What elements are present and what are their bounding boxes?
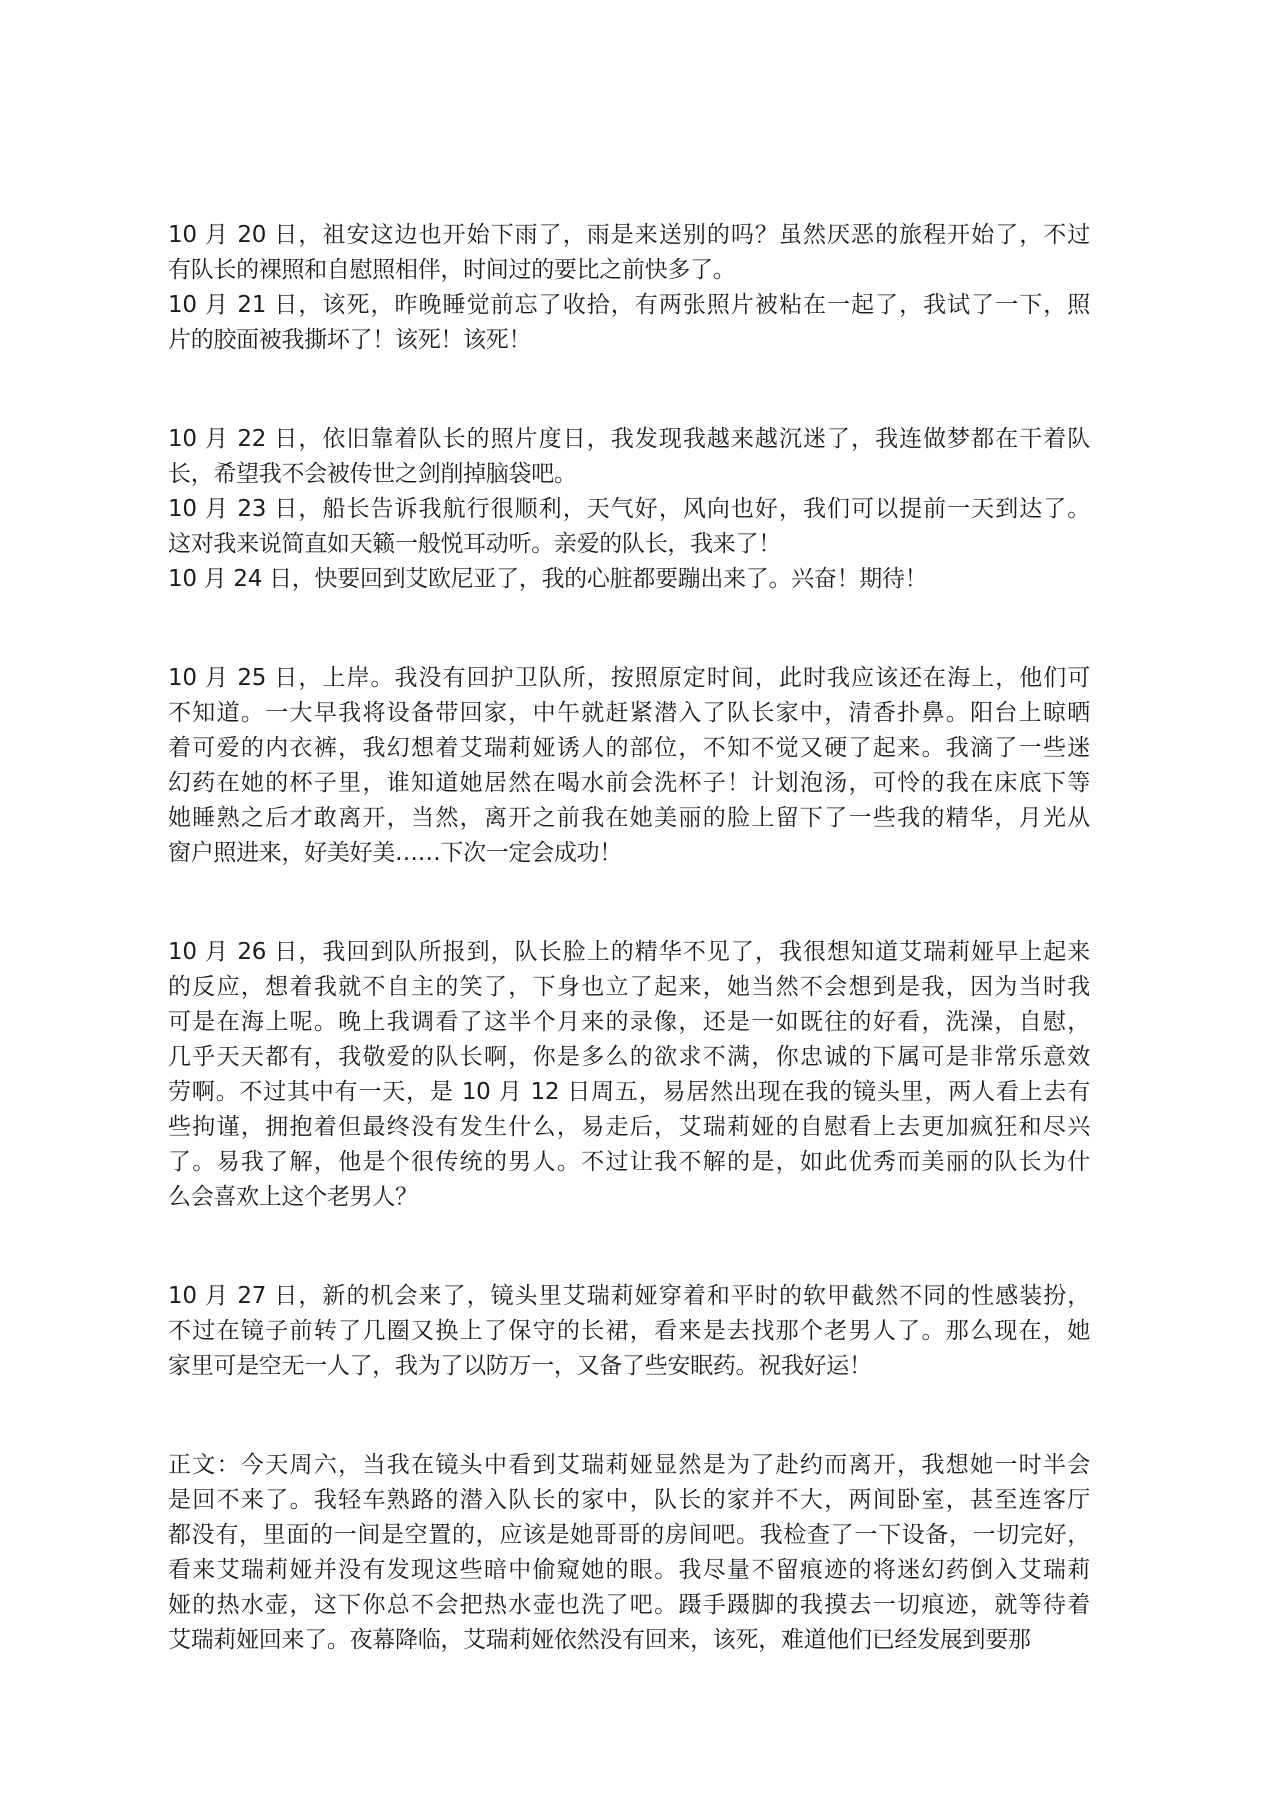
text-line: 不知道。一大早我将设备带回家，中午就赶紧潜入了队长家中，清香扑鼻。阳台上晾晒 [168, 700, 1090, 726]
text-line: 着可爱的内衣裤，我幻想着艾瑞莉娅诱人的部位，不知不觉又硬了起来。我滴了一些迷 [168, 735, 1090, 761]
text-line: 她睡熟之后才敢离开，当然，离开之前我在她美丽的脸上留下了一些我的精华，月光从 [168, 805, 1090, 831]
text-line: 10 月 20 日，祖安这边也开始下雨了，雨是来送别的吗？虽然厌恶的旅程开始了，不过 [168, 222, 1090, 248]
text-line: 都没有，里面的一间是空置的，应该是她哥哥的房间吧。我检查了一下设备，一切完好， [168, 1522, 1090, 1548]
text-line: 了。易我了解，他是个很传统的男人。不过让我不解的是，如此优秀而美丽的队长为什 [168, 1149, 1090, 1175]
text-line: 艾瑞莉娅回来了。夜幕降临，艾瑞莉娅依然没有回来，该死，难道他们已经发展到要那 [168, 1627, 1031, 1653]
text-line: 有队长的裸照和自慰照相伴，时间过的要比之前快多了。 [168, 257, 736, 283]
paragraph-block [168, 422, 1090, 597]
text-line: 这对我来说简直如天籁一般悦耳动听。亲爱的队长，我来了！ [168, 531, 781, 557]
text-line: 不过在镜子前转了几圈又换上了保守的长裙，看来是去找那个老男人了。那么现在，她 [168, 1318, 1090, 1344]
text-line: 几乎天天都有，我敬爱的队长啊，你是多么的欲求不满，你忠诚的下属可是非常乐意效 [168, 1044, 1090, 1070]
paragraph-block [168, 1448, 1090, 1658]
text-line: 看来艾瑞莉娅并没有发现这些暗中偷窥她的眼。我尽量不留痕迹的将迷幻药倒入艾瑞莉 [168, 1557, 1090, 1583]
text-line: 幻药在她的杯子里，谁知道她居然在喝水前会洗杯子！计划泡汤，可怜的我在床底下等 [168, 770, 1090, 796]
text-line: 么会喜欢上这个老男人？ [168, 1184, 418, 1210]
text-line: 娅的热水壶，这下你总不会把热水壶也洗了吧。蹑手蹑脚的我摸去一切痕迹，就等待着 [168, 1592, 1090, 1618]
text-line: 10 月 21 日，该死，昨晚睡觉前忘了收拾，有两张照片被粘在一起了，我试了一下，照 [168, 292, 1090, 318]
text-line: 10 月 22 日，依旧靠着队长的照片度日，我发现我越来越沉迷了，我连做梦都在干着队 [168, 426, 1090, 452]
text-line: 可是在海上呢。晚上我调看了这半个月来的录像，还是一如既往的好看，洗澡，自慰， [168, 1009, 1090, 1035]
text-line: 10 月 23 日，船长告诉我航行很顺利，天气好，风向也好，我们可以提前一天到达了。 [168, 496, 1090, 522]
text-line: 家里可是空无一人了，我为了以防万一，又备了些安眠药。祝我好运！ [168, 1353, 872, 1379]
paragraph-block [168, 935, 1090, 1215]
paragraph-block [168, 1279, 1090, 1384]
text-line: 的反应，想着我就不自主的笑了，下身也立了起来，她当然不会想到是我，因为当时我 [168, 974, 1090, 1000]
text-line: 正文：今天周六，当我在镜头中看到艾瑞莉娅显然是为了赴约而离开，我想她一时半会 [168, 1452, 1090, 1478]
text-line: 窗户照进来，好美好美……下次一定会成功！ [168, 840, 623, 866]
text-line: 10 月 26 日，我回到队所报到，队长脸上的精华不见了，我很想知道艾瑞莉娅早上起来 [168, 939, 1090, 965]
text-line: 10 月 24 日，快要回到艾欧尼亚了，我的心脏都要蹦出来了。兴奋！期待！ [168, 566, 928, 592]
text-line: 劳啊。不过其中有一天，是 10 月 12 日周五，易居然出现在我的镜头里，两人看上去有 [168, 1079, 1090, 1105]
text-line: 片的胶面被我撕坏了！该死！该死！ [168, 327, 532, 353]
text-line: 些拘谨，拥抱着但最终没有发生什么，易走后，艾瑞莉娅的自慰看上去更加疯狂和尽兴 [168, 1114, 1090, 1140]
paragraph-block [168, 661, 1090, 871]
text-line: 10 月 27 日，新的机会来了，镜头里艾瑞莉娅穿着和平时的软甲截然不同的性感装扮， [168, 1283, 1090, 1309]
document-body [168, 218, 1090, 1658]
text-line: 长，希望我不会被传世之剑削掉脑袋吧。 [168, 461, 577, 487]
text-line: 是回不来了。我轻车熟路的潜入队长的家中，队长的家并不大，两间卧室，甚至连客厅 [168, 1487, 1090, 1513]
paragraph-block [168, 218, 1090, 358]
text-line: 10 月 25 日，上岸。我没有回护卫队所，按照原定时间，此时我应该还在海上，他们可 [168, 665, 1090, 691]
